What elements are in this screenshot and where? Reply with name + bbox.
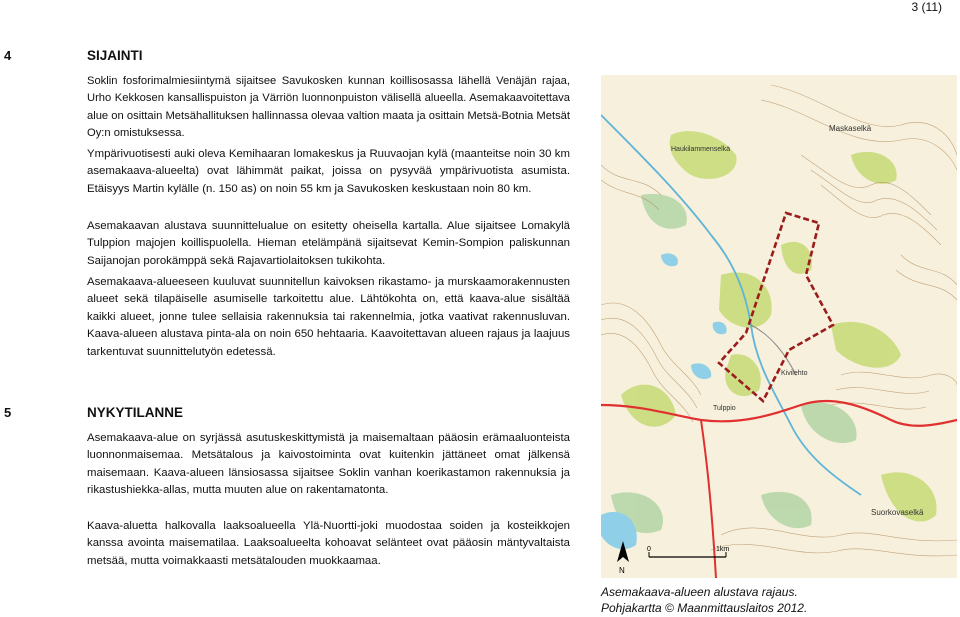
svg-text:N: N (619, 566, 625, 575)
map-label-haukilammenselka: Haukilammenselkä (671, 146, 731, 153)
section-5-title: NYKYTILANNE (87, 405, 184, 420)
map-label-suorkovaselka: Suorkovaselkä (871, 508, 924, 517)
map-label-kivilehto: Kivilehto (781, 370, 808, 377)
location-map (601, 75, 957, 578)
scale-zero-label: 0 (647, 546, 651, 553)
map-caption-line1: Asemakaava-alueen alustava rajaus. (601, 585, 798, 599)
map-label-maskaselka: Maskaselkä (829, 124, 872, 133)
section-5-paragraph-1: Asemakaava-alue on syrjässä asutuskeskittymistä ja maisemaltaan pääosin erämaaluonteista luonnonmaisemaa. Metsätalous ja kaivostoiminta ovat kuitenkin jättäneet omat jälkensä maisemaan. Kaava-alueen länsiosassa sijaitsee Soklin vanhan koerikastamon rakennuksia ja rikastushiekka-allas, mutta muuten alue on rakentamatonta. (87, 432, 570, 497)
section-5-paragraph-2: Kaava-aluetta halkovalla laaksoalueella Ylä-Nuortti-joki muodostaa soiden ja kosteikkojen kanssa avointa maisematilaa. Laaksoalueelta kohoavat selänteet ovat pääosin mäntyvaltaista metsää, mutta voimakkaasti metsätalouden muokkaamaa. (87, 520, 570, 567)
section-4-title: SIJAINTI (87, 48, 143, 63)
section-5-number: 5 (4, 405, 12, 420)
section-4-paragraph-4: Asemakaava-alueeseen kuuluvat suunnitellun kaivoksen rikastamo- ja murskaamorakennusten alueet sekä tilapäiselle asumiselle tarkoitettu alue. Lähtökohta on, että kaava-alue sisältää kaikki alueet, jonne tulee sellaisia rakennuksia tai rakennelmia, jotka vaativat rakennusluvan. Kaava-alueen alustava pinta-ala on noin 650 hehtaaria. Kaavoitettavan alueen rajaus ja laajuus tarkentuvat suunnittelutyön edetessä. (87, 276, 570, 358)
map-label-tulppio: Tulppio (713, 405, 736, 412)
section-4-paragraph-2: Ympärivuotisesti auki oleva Kemihaaran lomakeskus ja Ruuvaojan kylä (maanteitse noin 30 km asemakaava-alueelta) ovat lähimmät paikat, joissa on pysyvää ympärivuotista asumista. Etäisyys Martin kylälle (n. 150 as) on noin 55 km ja Savukosken keskustaan noin 80 km. (87, 148, 570, 195)
section-4-paragraph-1: Soklin fosforimalmiesiintymä sijaitsee Savukosken kunnan koillisosassa lähellä Venäjän rajaa, Urho Kekkosen kansallispuiston ja Värriön luonnonpuiston välisellä alueella. Asemakaavoitettava alue on osittain Metsähallituksen hallinnassa olevaa valtion maata ja osittain Metsä-Botnia Metsät Oy:n omistuksessa. (87, 75, 570, 140)
map-caption-line2: Pohjakartta © Maanmittauslaitos 2012. (601, 601, 808, 615)
scale-km-label: 1km (716, 546, 730, 553)
page-number: 3 (11) (911, 0, 942, 14)
topographic-map (601, 75, 957, 578)
section-4-paragraph-3: Asemakaavan alustava suunnittelualue on esitetty oheisella kartalla. Alue sijaitsee Lomakylä Tulppion majojen koillispuolella. Hieman etelämpänä sijaitsevat Kemin-Sompion paliskunnan Saijanojan porokämppä sekä Rajavartiolaitoksen tukikohta. (87, 220, 570, 267)
section-4-number: 4 (4, 48, 12, 63)
